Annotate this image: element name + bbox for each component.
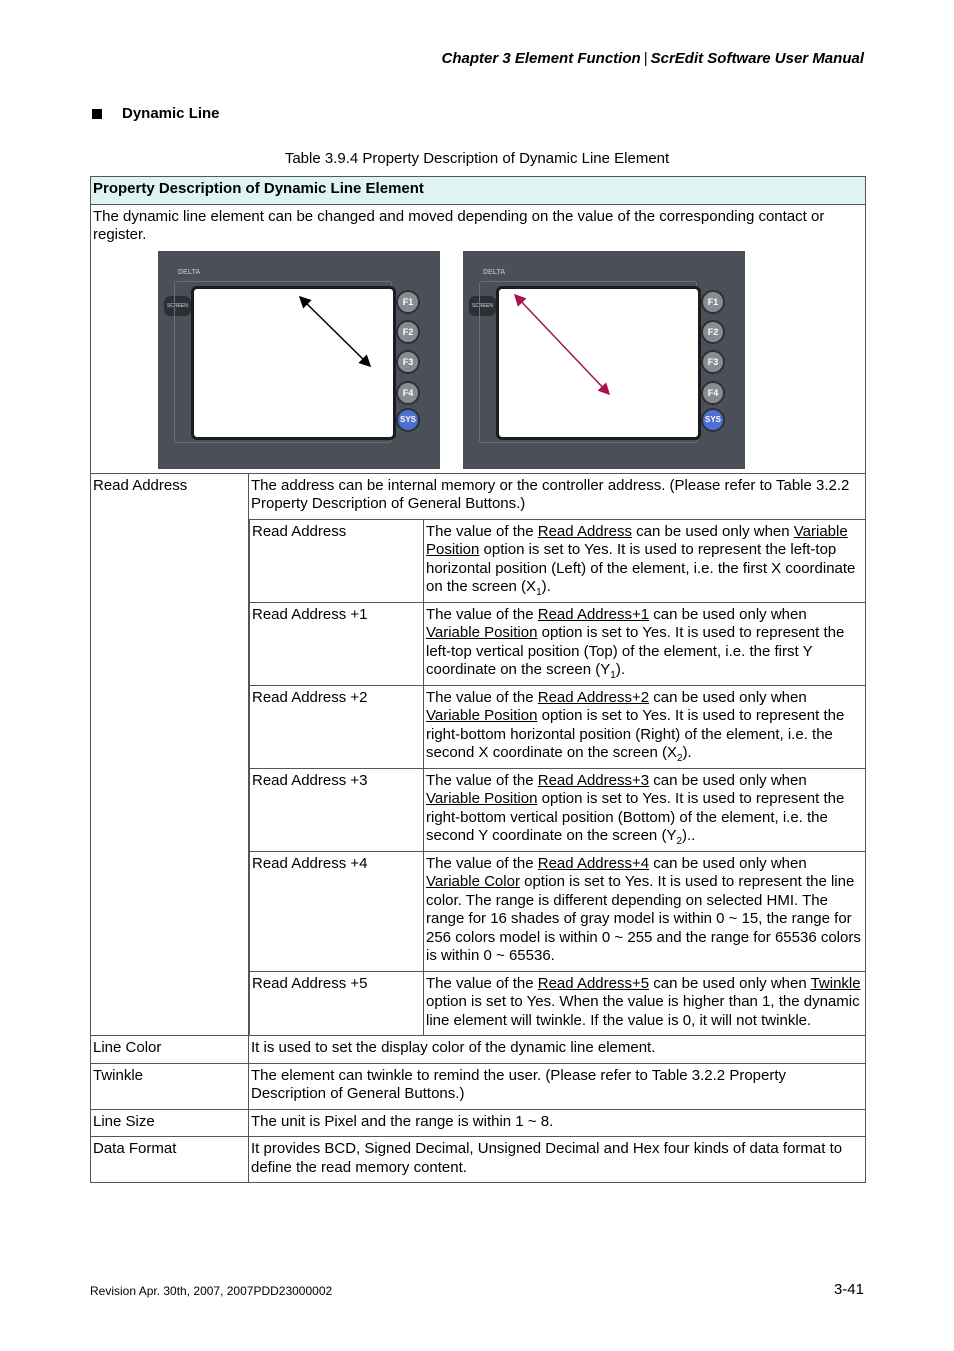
option-reference: Variable Position [426, 790, 538, 807]
desc-text: The value of the [426, 974, 538, 992]
address-reference: Read Address [537, 522, 632, 540]
sys-key: SYS [396, 408, 420, 432]
table-caption: Table 3.9.4 Property Description of Dynamic Line Element [284, 150, 670, 167]
screen-button: SCREEN [469, 296, 496, 317]
property-name: Data Format [91, 1137, 249, 1183]
read-address-subtable [249, 519, 865, 1036]
read-address-description [424, 685, 866, 768]
read-address-name: Read Address [250, 519, 424, 602]
dynamic-line-right [463, 251, 745, 469]
panel-logo: DELTA [178, 268, 201, 276]
desc-text: option is set to Yes. It is used to represent the right-bottom vertical position (Bottom) of the element, i.e. the second Y coordinate on the screen (Y [426, 790, 845, 844]
property-name: Line Color [91, 1036, 249, 1064]
option-reference: Twinkle [810, 974, 861, 992]
option-reference: Variable Position [426, 624, 538, 641]
header-separator: | [643, 50, 648, 67]
footer-revision: Revision Apr. 30th, 2007, 2007PDD23000002 [90, 1284, 333, 1298]
address-reference: Read Address+4 [537, 854, 650, 872]
hmi-illustrations [158, 251, 863, 469]
read-address-description [424, 519, 866, 602]
read-address-description [424, 602, 866, 685]
desc-text: can be used only when [631, 522, 794, 540]
manual-title: ScrEdit Software User Manual [650, 50, 864, 67]
desc-text: ). [615, 661, 626, 678]
desc-text: ). [541, 578, 551, 595]
read-address-description [424, 768, 866, 851]
read-address-row [250, 685, 866, 768]
desc-text: ). [682, 744, 692, 761]
desc-text: The value of the [426, 688, 538, 706]
f1-key: F1 [396, 290, 420, 314]
desc-text: option is set to Yes. It is used to represent the right-bottom horizontal position (Right) of the element, i.e. the second X coordinate on the screen (X [426, 707, 845, 761]
read-address-label: Read Address [91, 473, 249, 1036]
desc-text: The value of the [426, 605, 538, 623]
address-reference: Read Address+2 [537, 688, 650, 706]
sys-key: SYS [701, 408, 725, 432]
read-address-row [250, 602, 866, 685]
hmi-panel-left [158, 251, 440, 469]
page-number: 3-41 [833, 1281, 864, 1298]
desc-text: can be used only when [649, 974, 811, 992]
option-reference: Variable Color [426, 873, 520, 890]
f2-key: F2 [396, 320, 420, 344]
desc-text: The value of the [426, 771, 538, 789]
read-address-description [424, 851, 866, 971]
page-header [441, 50, 864, 67]
desc-text: option is set to Yes. When the value is higher than 1, the dynamic line element will twinkle. If the value is 0, it will not twinkle. [426, 993, 860, 1029]
hmi-panel-right [463, 251, 745, 469]
read-address-name: Read Address +3 [250, 768, 424, 851]
read-address-row [250, 851, 866, 971]
property-table [90, 176, 866, 1183]
property-name: Line Size [91, 1109, 249, 1137]
desc-text: The value of the [426, 854, 538, 872]
property-desc: It provides BCD, Signed Decimal, Unsigned Decimal and Hex four kinds of data format to define the read memory content. [249, 1137, 866, 1183]
intro-cell [91, 204, 866, 473]
read-address-cell [249, 473, 866, 1036]
subscript-index: 1 [536, 587, 542, 598]
f3-key: F3 [701, 350, 725, 374]
read-address-name: Read Address +2 [250, 685, 424, 768]
subscript-index: 2 [677, 753, 683, 764]
read-address-name: Read Address +1 [250, 602, 424, 685]
section-heading [92, 105, 220, 122]
f4-key: F4 [396, 381, 420, 405]
read-address-row [250, 768, 866, 851]
property-desc: The unit is Pixel and the range is within 1 ~ 8. [249, 1109, 866, 1137]
f1-key: F1 [701, 290, 725, 314]
subscript-index: 1 [610, 670, 616, 681]
read-address-desc: The address can be internal memory or the controller address. (Please refer to Table 3.2.2 Property Description of General Buttons.) [251, 476, 850, 512]
read-address-row [250, 519, 866, 602]
f2-key: F2 [701, 320, 725, 344]
read-address-name: Read Address +4 [250, 851, 424, 971]
desc-text: can be used only when [649, 854, 807, 872]
option-reference: Variable Position [426, 522, 848, 558]
read-address-row [250, 971, 866, 1035]
square-bullet-icon [92, 109, 102, 119]
subscript-index: 2 [676, 836, 683, 847]
f4-key: F4 [701, 381, 725, 405]
option-reference: Variable Position [426, 707, 538, 724]
property-desc: The element can twinkle to remind the user. (Please refer to Table 3.2.2 Property Description of General Buttons.) [249, 1063, 866, 1109]
address-reference: Read Address+3 [537, 771, 650, 789]
desc-text: option is set to Yes. It is used to represent the left-top horizontal position (Left) of the element, i.e. the first X coordinate on the screen (X [426, 541, 856, 595]
table-title: Property Description of Dynamic Line Element [91, 177, 866, 205]
read-address-description [424, 971, 866, 1035]
desc-text: The value of the [426, 522, 538, 540]
address-reference: Read Address+1 [537, 605, 650, 623]
desc-text: can be used only when [649, 688, 807, 706]
desc-text: ).. [682, 827, 696, 844]
section-title: Dynamic Line [122, 105, 220, 122]
dynamic-line-left [158, 251, 440, 469]
desc-text: option is set to Yes. It is used to represent the line color. The range is different depending on selected HMI. The range for 16 shades of gray model is within 0 ~ 15, the range for 256 colors model is within 0 ~ 255 and the range for 65536 colors is within 0 ~ 65536. [426, 873, 861, 964]
chapter-title: Chapter 3 Element Function [441, 50, 641, 67]
screen-button: SCREEN [164, 296, 191, 317]
desc-text: can be used only when [649, 605, 807, 623]
panel-logo: DELTA [483, 268, 506, 276]
property-desc: It is used to set the display color of the dynamic line element. [249, 1036, 866, 1064]
property-name: Twinkle [91, 1063, 249, 1109]
address-reference: Read Address+5 [537, 974, 650, 992]
desc-text: can be used only when [649, 771, 807, 789]
intro-text: The dynamic line element can be changed and moved depending on the value of the corresponding contact or register. [93, 207, 825, 243]
read-address-name: Read Address +5 [250, 971, 424, 1035]
desc-text: option is set to Yes. It is used to represent the left-top vertical position (Top) of the element, i.e. the first Y coordinate on the screen (Y [426, 624, 845, 678]
f3-key: F3 [396, 350, 420, 374]
